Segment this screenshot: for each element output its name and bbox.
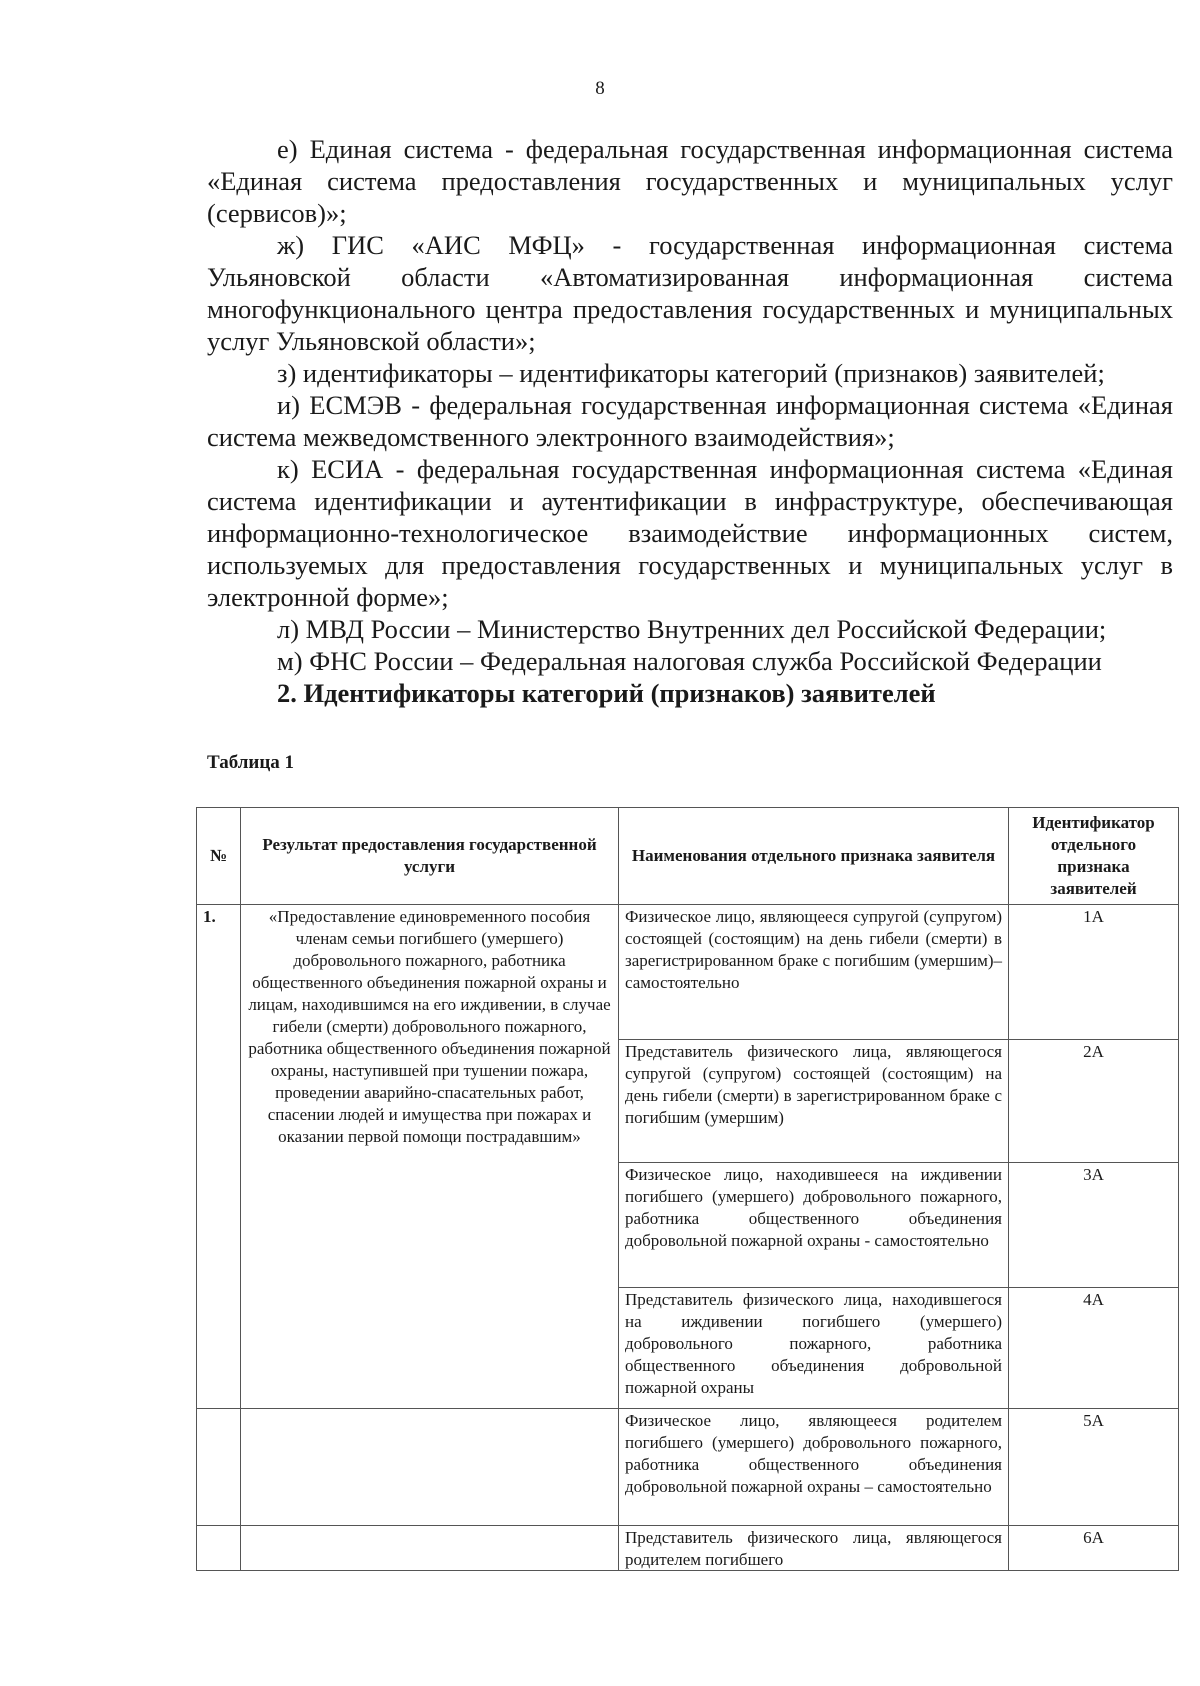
- table-row: [197, 905, 1179, 1040]
- sign-cell: Физическое лицо, являющееся родителем погибшего (умершего) добровольного пожарного, работника общественного объединения добровольной пожарной охраны – самостоятельно: [619, 1409, 1009, 1526]
- paragraph-i: и) ЕСМЭВ - федеральная государственная информационная система «Единая система межведомственного электронного взаимодействия»;: [207, 390, 1173, 452]
- identifiers-table: [196, 807, 1179, 1571]
- code-cell: 4А: [1009, 1288, 1179, 1409]
- code-cell: 1А: [1009, 905, 1179, 1040]
- sign-cell: [619, 1526, 1009, 1571]
- sign-cell: Физическое лицо, являющееся супругой (супругом) состоящей (состоящим) на день гибели (смерти) в зарегистрированном браке с погибшим (умершим)– самостоятельно: [619, 905, 1009, 1040]
- paragraph-e: е) Единая система - федеральная государственная информационная система «Единая система предоставления государственных и муниципальных услуг (сервисов)»;: [207, 134, 1173, 228]
- code-cell: 2А: [1009, 1040, 1179, 1163]
- body-text: [207, 133, 1173, 709]
- section-heading: 2. Идентификаторы категорий (признаков) заявителей: [277, 678, 936, 708]
- paragraph-l: л) МВД России – Министерство Внутренних дел Российской Федерации;: [277, 614, 1107, 644]
- header-name: Наименования отдельного признака заявителя: [619, 808, 1009, 905]
- sign-cell: Представитель физического лица, являющегося супругой (супругом) состоящей (состоящим) на день гибели (смерти) в зарегистрированном браке с погибшим (умершим): [619, 1040, 1009, 1163]
- page-number: 8: [595, 78, 605, 99]
- table-row: [197, 1526, 1179, 1571]
- sign-cell: Физическое лицо, находившееся на иждивении погибшего (умершего) добровольного пожарного, работника общественного объединения добровольной пожарной охраны - самостоятельно: [619, 1163, 1009, 1288]
- code-cell: 6А: [1009, 1526, 1179, 1571]
- row-number-empty: [197, 1526, 241, 1571]
- result-cell-empty: [241, 1409, 619, 1526]
- sign-text-clipped: Представитель физического лица, являющегося родителем погибшего: [625, 1528, 1002, 1569]
- result-cell-empty: [241, 1526, 619, 1571]
- row-number-empty: [197, 1409, 241, 1526]
- header-result: Результат предоставления государственной услуги: [241, 808, 619, 905]
- sign-cell: Представитель физического лица, находившегося на иждивении погибшего (умершего) добровольного пожарного, работника общественного объединения добровольной пожарной охраны: [619, 1288, 1009, 1409]
- code-cell: 3А: [1009, 1163, 1179, 1288]
- table-caption: Таблица 1: [207, 752, 295, 773]
- result-cell: «Предоставление единовременного пособия членам семьи погибшего (умершего) добровольного пожарного, работника общественного объединения пожарной охраны и лицам, находившимся на его иждивении, в случае гибели (смерти) добровольного пожарного, работника общественного объединения пожарной охраны, наступившей при тушении пожара, проведении аварийно-спасательных работ, спасении людей и имущества при пожарах и оказании первой помощи пострадавшим»: [241, 905, 619, 1409]
- paragraph-zh: ж) ГИС «АИС МФЦ» - государственная информационная система Ульяновской области «Автоматизированная информационная система многофункционального центра предоставления государственных и муниципальных услуг Ульяновской области»;: [207, 230, 1173, 356]
- paragraph-m: м) ФНС России – Федеральная налоговая служба Российской Федерации: [277, 646, 1102, 676]
- paragraph-z: з) идентификаторы – идентификаторы категорий (признаков) заявителей;: [277, 358, 1105, 388]
- code-cell: 5А: [1009, 1409, 1179, 1526]
- table-header-row: [197, 808, 1179, 905]
- header-code: Идентификатор отдельного признака заявителей: [1009, 808, 1179, 905]
- paragraph-k: к) ЕСИА - федеральная государственная информационная система «Единая система идентификации и аутентификации в инфраструктуре, обеспечивающая информационно-технологическое взаимодействие информационных систем, используемых для предоставления государственных и муниципальных услуг в электронной форме»;: [207, 454, 1173, 612]
- row-number: 1.: [197, 905, 241, 1409]
- header-num: №: [197, 808, 241, 905]
- table-row: [197, 1409, 1179, 1526]
